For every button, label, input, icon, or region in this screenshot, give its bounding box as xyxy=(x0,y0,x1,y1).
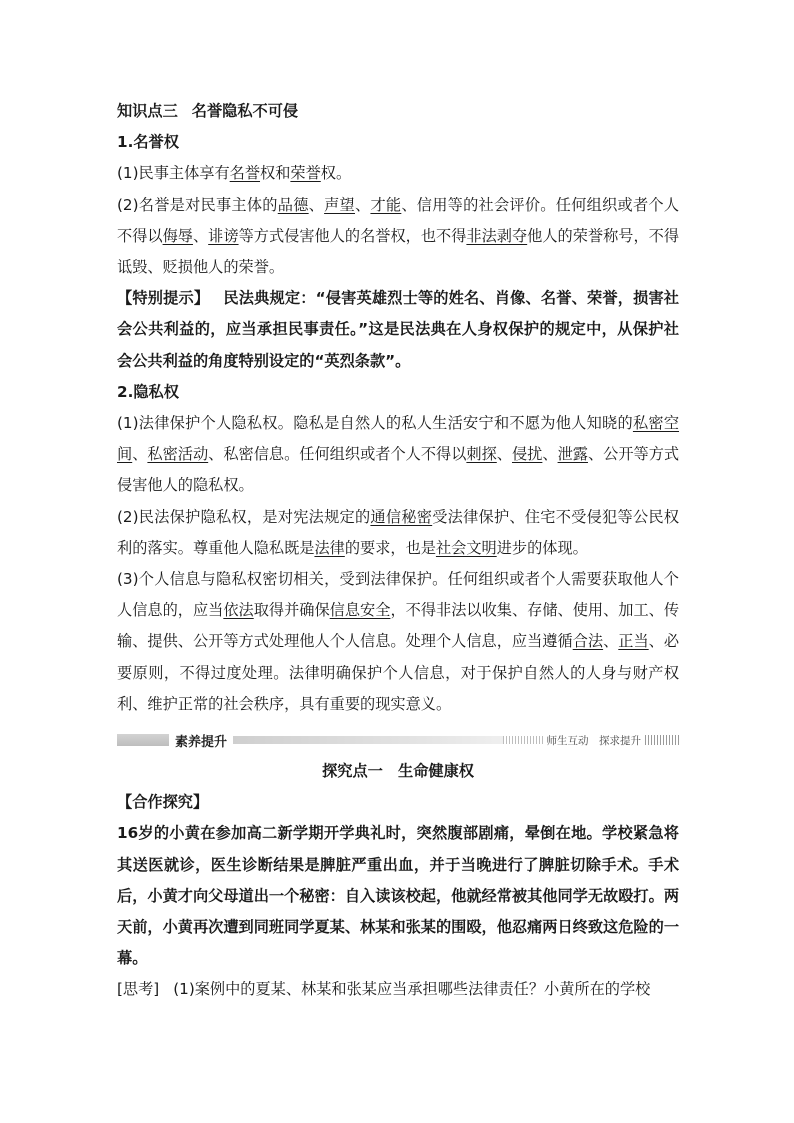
text: 等方式侵害他人的名誉权，也不得 xyxy=(238,226,467,245)
case-text: 16岁的小黄在参加高二新学期开学典礼时，突然腹部剧痛，晕倒在地。学校紧急将其送医就诊，医生诊断结果是脾脏严重出血，并于当晚进行了脾脏切除手术。手术后，小黄才向父母道出一个秘密：自入读该校起，他就经常被其他同学无故殴打。两天前，小黄再次遭到同班同学夏某、林某和张某的围殴，他忍痛两日终致这危险的一幕。 xyxy=(117,824,679,968)
privacy-paragraph-3 xyxy=(117,564,679,720)
document-page xyxy=(117,96,679,1006)
blank-answer: 侮辱 xyxy=(162,226,193,245)
coop-heading: 【合作探究】 xyxy=(117,793,209,812)
blank-answer: 社会文明 xyxy=(435,538,497,557)
think-text: (1)案例中的夏某、林某和张某应当承担哪些法律责任？小黄所在的学校 xyxy=(173,980,651,999)
special-tip xyxy=(117,283,679,377)
explore-title: 探究点一 生命健康权 xyxy=(322,762,474,781)
text: 、 xyxy=(354,195,371,214)
text: 、 xyxy=(542,445,558,464)
blank-answer: 名誉 xyxy=(229,164,261,183)
think-question xyxy=(117,974,679,1005)
text: 、 xyxy=(308,195,325,214)
section-subtitle: 名誉隐私不可侵 xyxy=(191,102,299,120)
text: 的要求，也是 xyxy=(344,538,436,557)
text: 、 xyxy=(496,445,512,464)
banner-subtitle: 师生互动 探求提升 xyxy=(546,734,641,747)
honor-paragraph-1 xyxy=(117,158,679,189)
blank-answer: 声望 xyxy=(324,195,355,214)
text: ，不得非法以收集、存储、使用、加工、传输、提供、公开等方式处理他人个人信息。处理个人信息，应当遵循 xyxy=(117,601,680,651)
text: 、私密信息。任何组织或者个人不得以 xyxy=(208,445,467,464)
tip-text: 民法典规定：“侵害英雄烈士等的姓名、肖像、名誉、荣誉，损害社会公共利益的，应当承担民事责任。”这是民法典在人身权保护的规定中，从保护社会公共利益的角度特别设定的“英烈条款”。 xyxy=(117,289,679,370)
privacy-paragraph-1 xyxy=(117,408,679,502)
blank-answer: 品德 xyxy=(277,195,309,214)
text: (1)法律保护个人隐私权。隐私是自然人的私人生活安宁和不愿为他人知晓的 xyxy=(117,414,633,433)
section-title xyxy=(117,96,679,127)
text: 、 xyxy=(192,226,209,245)
banner-bar-middle xyxy=(233,736,502,744)
text: 进步的体现。 xyxy=(496,538,588,557)
blank-answer: 正当 xyxy=(618,632,649,651)
banner-title: 素养提升 xyxy=(175,734,228,750)
blank-answer: 私密活动 xyxy=(147,445,209,464)
blank-answer: 荣誉 xyxy=(290,164,321,183)
banner-bar-left xyxy=(117,734,169,746)
text: 受法律保护、住宅不受侵犯等公民权利的落实。尊重他人隐私既是 xyxy=(117,507,680,557)
text: 权。 xyxy=(320,164,352,183)
honor-heading: 1.名誉权 xyxy=(117,133,179,152)
text: (3)个人信息与隐私权密切相关，受到法律保护。任何组织或者个人需要获取他人个人信息的，应当 xyxy=(117,570,679,620)
text: 、 xyxy=(132,445,148,464)
text: 、公开等方式侵害他人的隐私权。 xyxy=(117,445,680,495)
text: (2)民法保护隐私权，是对宪法规定的 xyxy=(117,507,371,526)
text: 、必要原则，不得过度处理。法律明确保护个人信息，对于保护自然人的人身与财产权利、维护正常的社会秩序，具有重要的现实意义。 xyxy=(117,632,680,713)
blank-answer: 依法 xyxy=(223,601,254,620)
banner-bar-end xyxy=(645,735,679,745)
banner-bar-dots xyxy=(503,736,543,744)
text: 权和 xyxy=(260,164,291,183)
section-banner xyxy=(117,733,679,750)
blank-answer: 私密空间 xyxy=(117,414,680,464)
text: (1)民事主体享有 xyxy=(117,164,230,183)
blank-answer: 才能 xyxy=(370,195,402,214)
think-label: [思考] xyxy=(117,980,160,999)
text: 取得并确保 xyxy=(253,601,330,620)
tip-label: 【特别提示】 xyxy=(117,289,210,308)
privacy-heading: 2.隐私权 xyxy=(117,382,179,401)
blank-answer: 侵扰 xyxy=(511,445,543,464)
blank-answer: 刺探 xyxy=(466,445,497,464)
blank-answer: 合法 xyxy=(572,632,604,651)
blank-answer: 非法剥夺 xyxy=(466,226,528,245)
privacy-paragraph-2 xyxy=(117,502,679,564)
section-number: 知识点三 xyxy=(117,102,178,120)
text: (2)名誉是对民事主体的 xyxy=(117,195,278,214)
honor-paragraph-2 xyxy=(117,190,679,284)
blank-answer: 法律 xyxy=(314,538,345,557)
text: 、 xyxy=(603,632,619,651)
text: 他人的荣誉称号，不得诋毁、贬损他人的荣誉。 xyxy=(117,226,680,277)
blank-answer: 信息安全 xyxy=(329,601,391,620)
blank-answer: 通信秘密 xyxy=(370,507,433,526)
blank-answer: 泄露 xyxy=(557,445,588,464)
blank-answer: 诽谤 xyxy=(208,226,239,245)
text: 、信用等的社会评价。任何组织或者个人不得以 xyxy=(117,195,680,245)
